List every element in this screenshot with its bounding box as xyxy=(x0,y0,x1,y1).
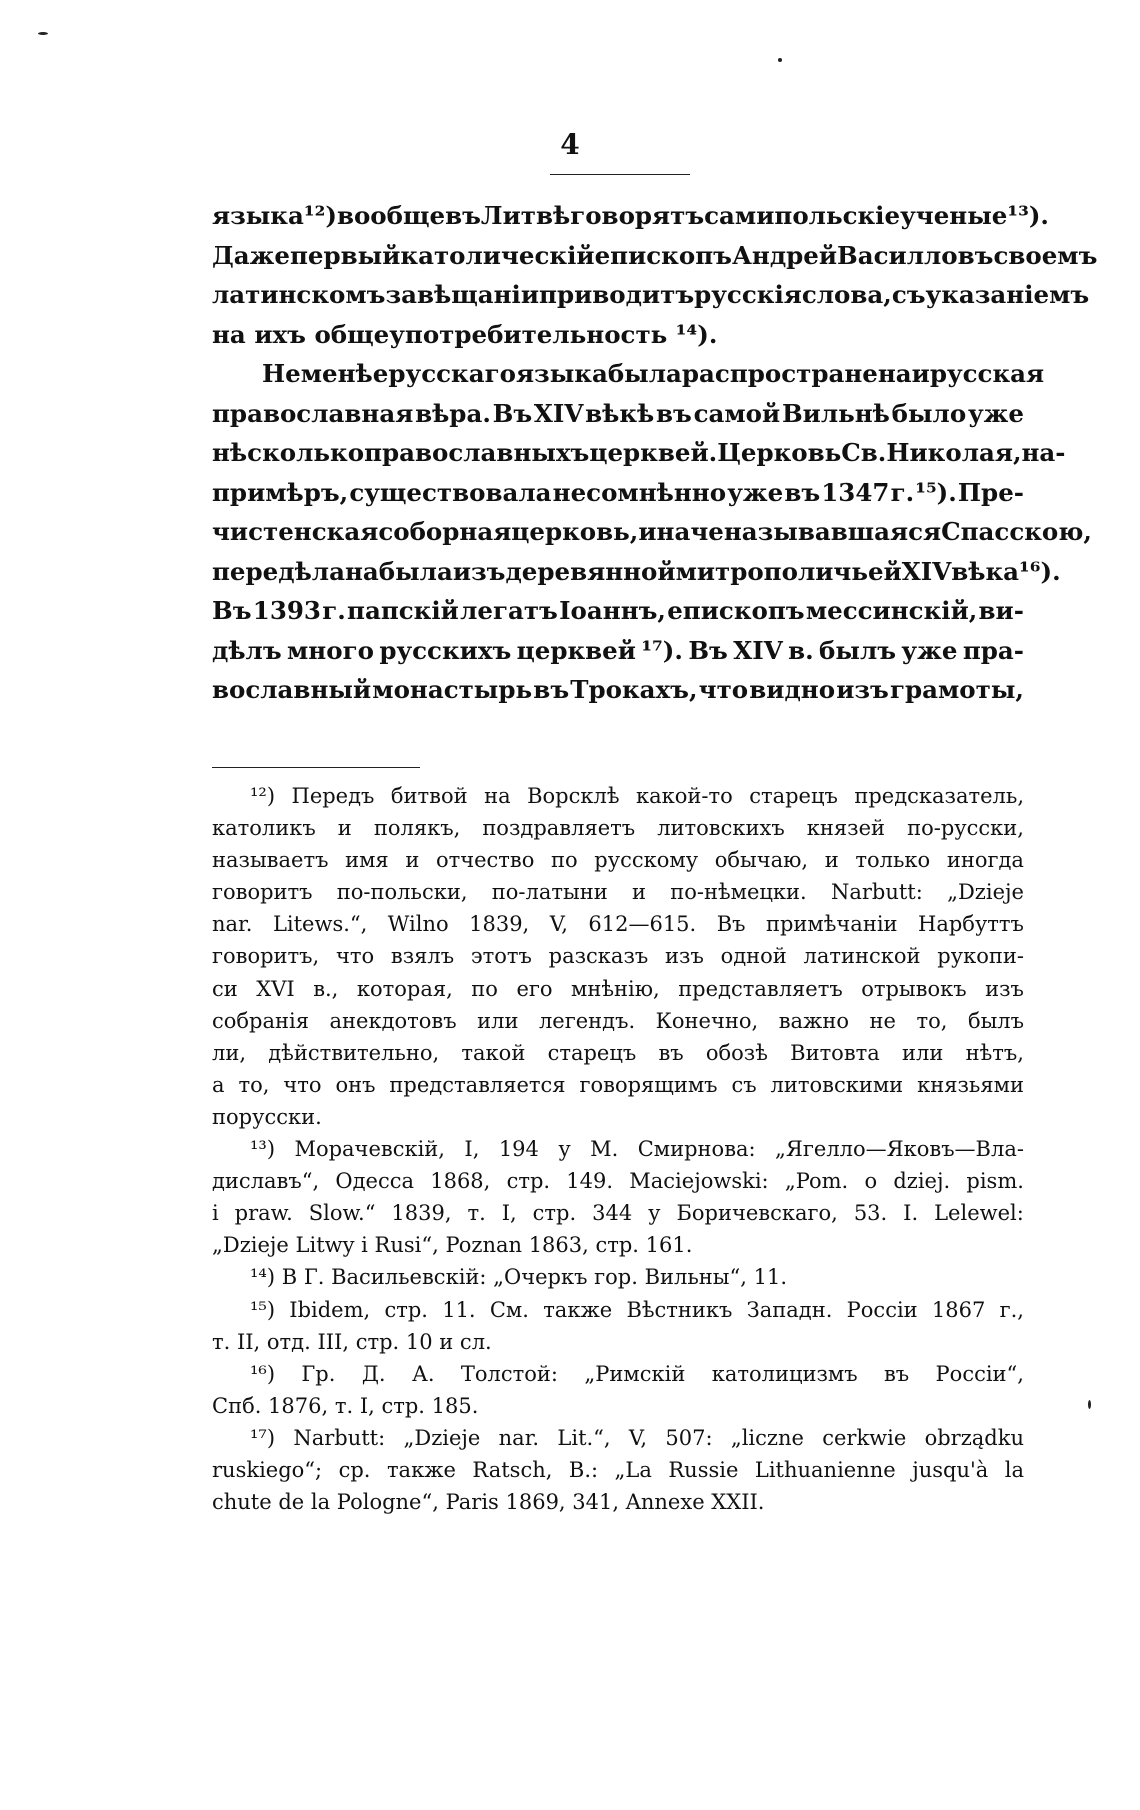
footnote-16 xyxy=(212,1358,1024,1422)
footnote-line: nar. Litews.“, Wilno 1839, V, 612—615. Въ примѣчаніи Нарбуттъ xyxy=(212,912,1024,937)
footnote-line: „Dzieje Litwy i Rusi“, Poznan 1863, стр. 161. xyxy=(212,1233,693,1258)
scan-speck xyxy=(778,58,782,62)
footnote-14 xyxy=(212,1261,1024,1293)
footnote-separator xyxy=(212,767,420,768)
footnote-13 xyxy=(212,1133,1024,1261)
footnote-line: ¹³) Морачевскій, I, 194 у М. Смирнова: „Ягелло—Яковъ—Вла- xyxy=(250,1137,1024,1162)
main-line: Даже первый католическій епископъ Андрей Василло въ своемъ xyxy=(212,240,1098,270)
footnote-17 xyxy=(212,1422,1024,1518)
footnote-line: говоритъ по-польски, по-латыни и по-нѣмецки. Narbutt: „Dzieje xyxy=(212,880,1024,905)
main-line: примѣръ, существовала несомнѣнно уже въ 1347 г. ¹⁵). Пре- xyxy=(212,477,1024,507)
footnote-line: называетъ имя и отчество по русскому обычаю, и только иногда xyxy=(212,848,1024,873)
main-line: Не менѣе русскаго языка была распространена и русская xyxy=(262,359,1045,388)
main-line: Въ 1393 г. папскій легатъ Іоаннъ, епископъ мессинскій, ви- xyxy=(212,596,1024,625)
footnotes xyxy=(212,780,1024,1518)
footnote-line: диславъ“, Одесса 1868, стр. 149. Maciejowski: „Pom. o dziej. pism. xyxy=(212,1169,1024,1194)
footnote-15 xyxy=(212,1294,1024,1358)
footnote-line: ¹⁷) Narbutt: „Dzieje nar. Lit.“, V, 507: „liczne cerkwie obrządku xyxy=(250,1425,1024,1450)
footnote-line: Спб. 1876, т. I, стр. 185. xyxy=(212,1393,479,1418)
footnote-line: ¹⁵) Ibidem, стр. 11. См. также Вѣстникъ Западн. Россіи 1867 г., xyxy=(250,1297,1024,1322)
main-line: на ихъ общеупотребительность ¹⁴). xyxy=(212,319,718,349)
main-line: дѣлъ много русскихъ церквей ¹⁷). Въ XIV в. былъ уже пра- xyxy=(212,635,1024,665)
main-line: нѣсколько православныхъ церквей. Церковь Св. Николая, на- xyxy=(212,438,1066,467)
footnote-line: собранія анекдотовъ или легендъ. Конечно, важно не то, былъ xyxy=(212,1008,1024,1033)
footnote-line: ли, дѣйствительно, такой старецъ въ обозѣ Витовта или нѣтъ, xyxy=(212,1040,1024,1065)
main-line: передѣлана была изъ деревянной митрополичьей XIV вѣка ¹⁶). xyxy=(212,556,1061,586)
footnote-12 xyxy=(212,780,1024,1133)
main-line: чистенская соборная церковь, иначе называвшаяся Спасскою, xyxy=(212,517,1092,546)
main-line: православная вѣра. Въ XIV вѣкѣ въ самой Вильнѣ было уже xyxy=(212,398,1024,428)
scan-speck xyxy=(1088,1400,1091,1409)
main-text xyxy=(212,196,1098,710)
footnote-line: ¹⁴) В Г. Васильевскій: „Очеркъ гор. Вильны“, 11. xyxy=(250,1265,787,1290)
page-number-rule xyxy=(550,174,690,175)
main-line: языка ¹²) вообще въ Литвѣ говорятъ сами польскіе ученые ¹³). xyxy=(212,201,1049,230)
footnote-line: i praw. Slow.“ 1839, т. I, стр. 344 у Боричевскаго, 53. I. Lelewel: xyxy=(212,1201,1024,1226)
footnote-line: ¹²) Передъ битвой на Ворсклѣ какой-то старецъ предсказатель, xyxy=(250,784,1024,808)
footnote-line: говоритъ, что взялъ этотъ разсказъ изъ одной латинской рукопи- xyxy=(212,944,1024,969)
footnote-line: католикъ и полякъ, поздравляетъ литовскихъ князей по-русски, xyxy=(212,816,1024,841)
main-line: латинскомъ завѣщаніи приводитъ русскія слова, съ указаніемъ xyxy=(212,280,1090,309)
page-number: 4 xyxy=(560,128,580,161)
scan-speck xyxy=(38,32,48,35)
footnote-line: ruskiego“; ср. также Ratsch, B.: „La Russie Lithuanienne jusqu'à la xyxy=(212,1457,1024,1482)
footnote-line: т. II, отд. III, стр. 10 и сл. xyxy=(212,1329,492,1354)
footnote-line: а то, что онъ представляется говорящимъ съ литовскими князьями xyxy=(212,1072,1024,1097)
footnote-line: ¹⁶) Гр. Д. А. Толстой: „Римскій католицизмъ въ Россіи“, xyxy=(250,1361,1024,1386)
footnote-line: chute de la Pologne“, Paris 1869, 341, Annexe XXII. xyxy=(212,1490,765,1515)
footnote-line: порусски. xyxy=(212,1104,322,1129)
main-line: вославный монастырь въ Трокахъ, что видно изъ грамоты, xyxy=(212,675,1024,704)
footnote-line: си XVI в., которая, по его мнѣнію, представляетъ отрывокъ изъ xyxy=(212,976,1024,1001)
